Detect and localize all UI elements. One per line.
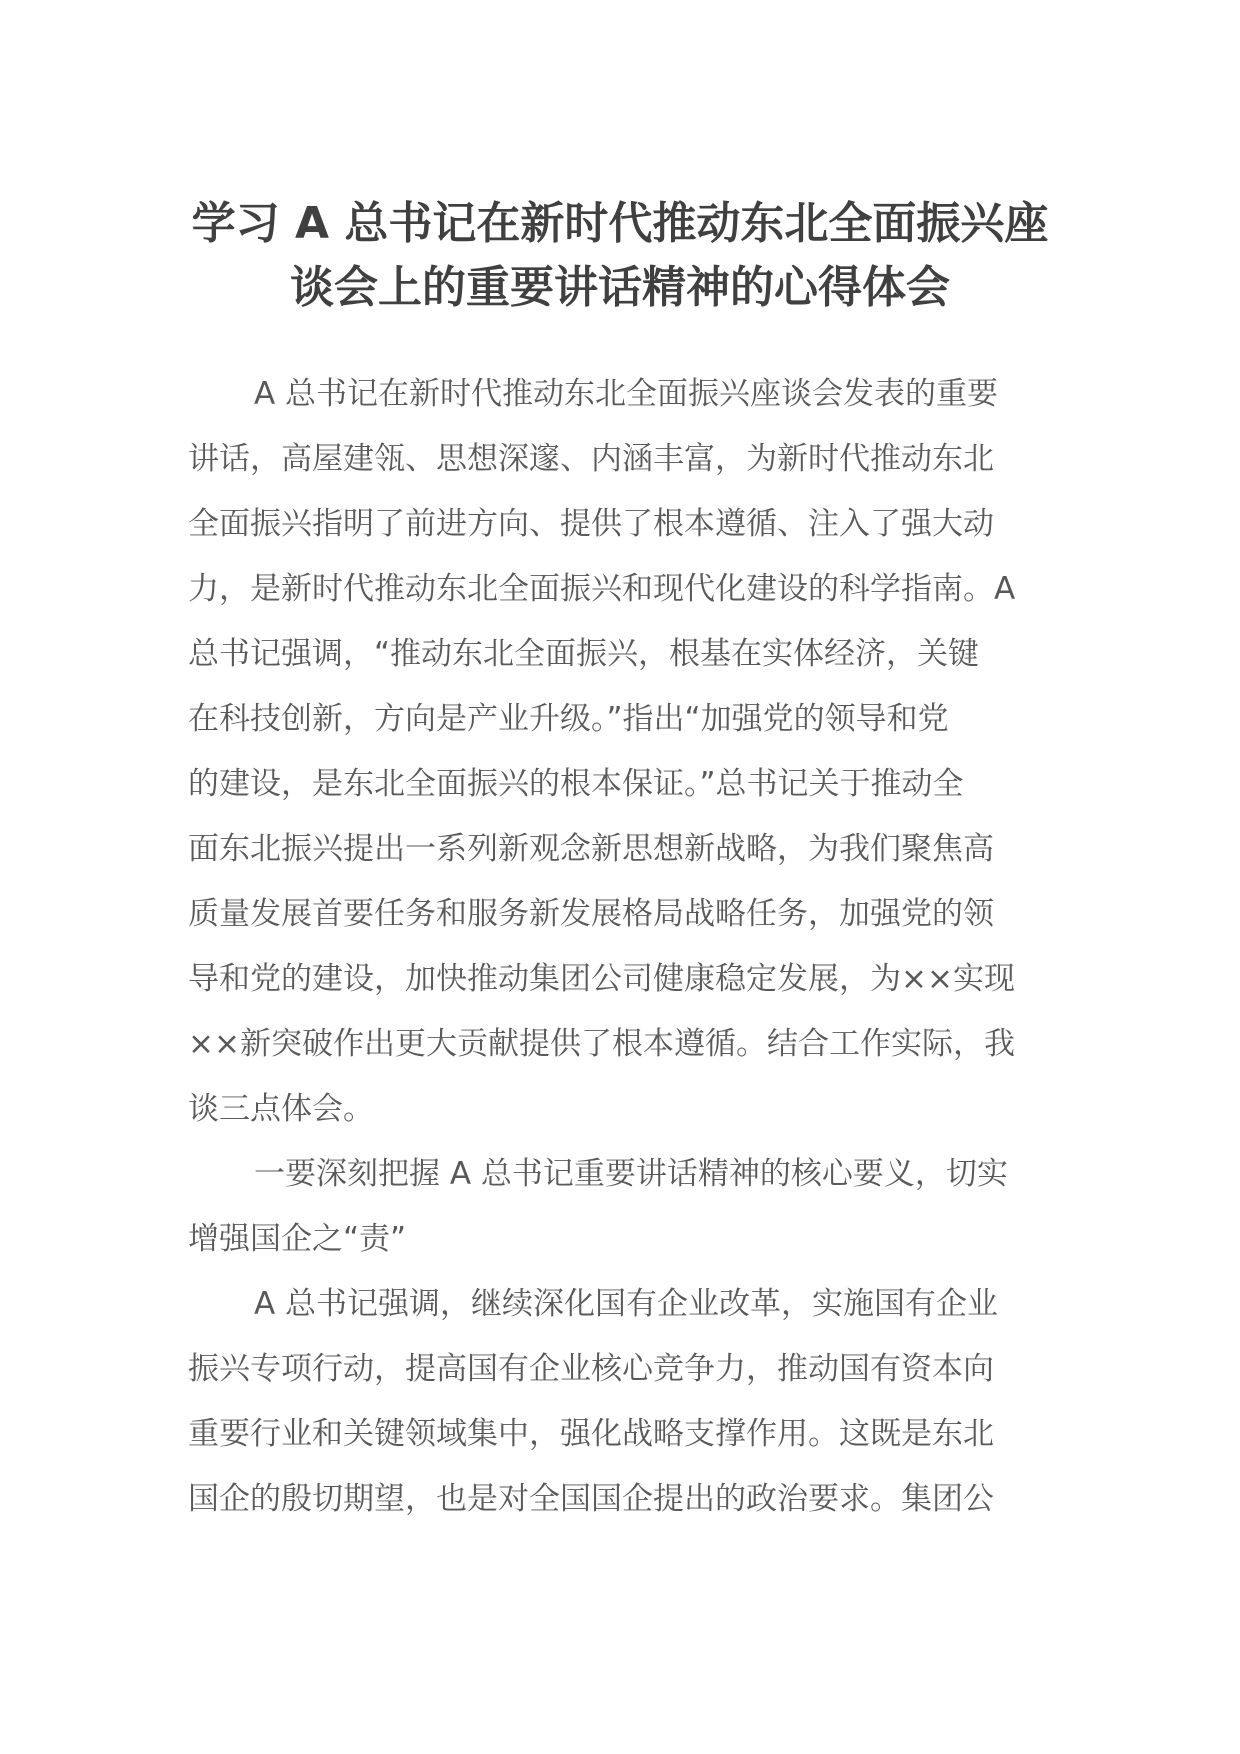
text-line: 谈三点体会。	[188, 1091, 374, 1127]
text-line: 质量发展首要任务和服务新发展格局战略任务，加强党的领	[188, 896, 994, 932]
document-body	[188, 362, 1048, 1532]
text-line: 一要深刻把握 A 总书记重要讲话精神的核心要义，切实	[254, 1156, 1008, 1192]
text-line: 面东北振兴提出一系列新观念新思想新战略，为我们聚焦高	[188, 831, 994, 867]
title-line-1: 学习 A 总书记在新时代推动东北全面振兴座	[191, 198, 1049, 249]
text-line: 导和党的建设，加快推动集团公司健康稳定发展，为××实现	[188, 961, 1015, 997]
text-line: A 总书记强调，继续深化国有企业改革，实施国有企业	[254, 1286, 999, 1322]
title-line-2: 谈会上的重要讲话精神的心得体会	[290, 262, 950, 313]
text-line: 的建设，是东北全面振兴的根本保证。”总书记关于推动全	[188, 766, 964, 802]
paragraph-section-body	[188, 1272, 1048, 1532]
text-line: 总书记强调，“推动东北全面振兴，根基在实体经济，关键	[188, 636, 980, 672]
text-line: 重要行业和关键领域集中，强化战略支撑作用。这既是东北	[188, 1416, 994, 1452]
paragraph-section-heading	[188, 1142, 1048, 1272]
text-line: 振兴专项行动，提高国有企业核心竞争力，推动国有资本向	[188, 1351, 994, 1387]
text-line: 增强国企之“责”	[188, 1221, 407, 1257]
text-line: 力，是新时代推动东北全面振兴和现代化建设的科学指南。A	[188, 571, 1016, 607]
text-line: ××新突破作出更大贡献提供了根本遵循。结合工作实际，我	[188, 1026, 1015, 1062]
paragraph-intro	[188, 362, 1048, 1142]
text-line: A 总书记在新时代推动东北全面振兴座谈会发表的重要	[254, 376, 999, 412]
document-title	[160, 192, 1080, 320]
text-line: 在科技创新，方向是产业升级。”指出“加强党的领导和党	[188, 701, 949, 737]
text-line: 国企的殷切期望，也是对全国国企提出的政治要求。集团公	[188, 1481, 994, 1517]
text-line: 讲话，高屋建瓴、思想深邃、内涵丰富，为新时代推动东北	[188, 441, 994, 477]
text-line: 全面振兴指明了前进方向、提供了根本遵循、注入了强大动	[188, 506, 994, 542]
